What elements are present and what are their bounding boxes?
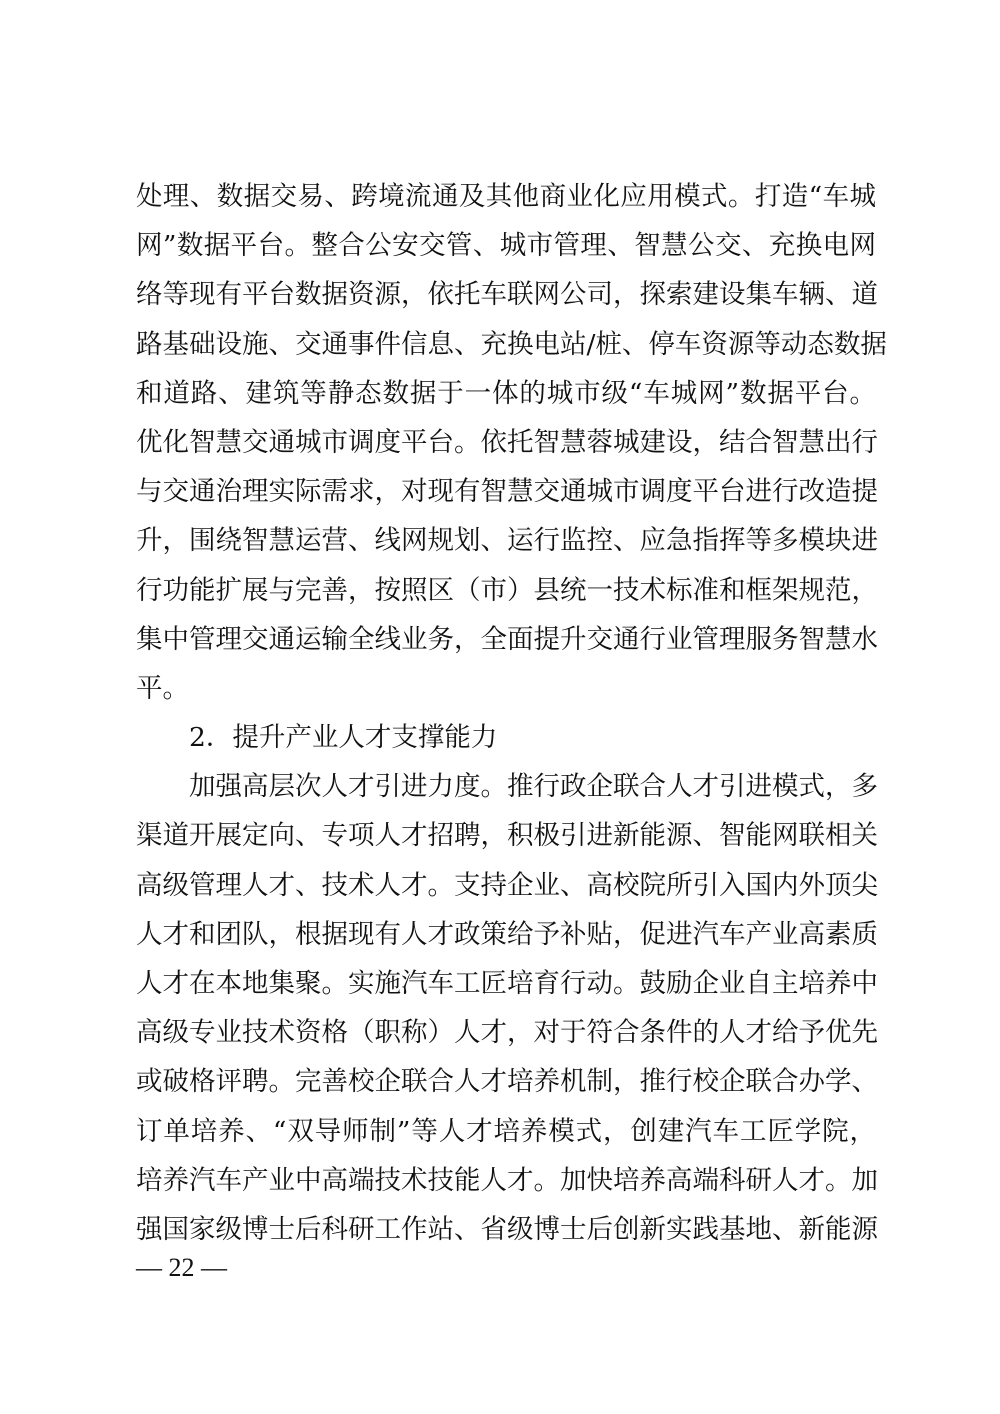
text-line: 加强高层次人才引进力度。推行政企联合人才引进模式，多 (189, 771, 878, 803)
text-line: 络等现有平台数据资源，依托车联网公司，探索建设集车辆、道 (136, 279, 878, 311)
text-line: 订单培养、“双导师制”等人才培养模式，创建汽车工匠学院， (136, 1115, 876, 1147)
text-line: 人才在本地集聚。实施汽车工匠培育行动。鼓励企业自主培养中 (136, 968, 878, 999)
text-line: 与交通治理实际需求，对现有智慧交通城市调度平台进行改造提 (136, 476, 878, 508)
text-line: 优化智慧交通城市调度平台。依托智慧蓉城建设，结合智慧出行 (136, 426, 878, 458)
text-line: 强国家级博士后科研工作站、省级博士后创新实践基地、新能源 (136, 1213, 878, 1245)
text-line: 网”数据平台。整合公安交管、城市管理、智慧公交、充换电网 (136, 230, 876, 262)
text-line: 升，围绕智慧运营、线网规划、运行监控、应急指挥等多模块进 (136, 525, 878, 557)
text-line: 人才和团队，根据现有人才政策给予补贴，促进汽车产业高素质 (136, 918, 878, 950)
text-line: 培养汽车产业中高端技术技能人才。加快培养高端科研人才。加 (136, 1164, 878, 1196)
text-line: 高级管理人才、技术人才。支持企业、高校院所引入国内外顶尖 (136, 869, 878, 901)
text-line: 路基础设施、交通事件信息、充换电站/桩、停车资源等动态数据 (136, 328, 887, 360)
text-line: 和道路、建筑等静态数据于一体的城市级“车城网”数据平台。 (136, 377, 876, 409)
text-line: 高级专业技术资格（职称）人才，对于符合条件的人才给予优先 (136, 1017, 878, 1049)
text-line: 或破格评聘。完善校企联合人才培养机制，推行校企联合办学、 (136, 1066, 878, 1098)
section-heading: 2．提升产业人才支撑能力 (189, 722, 498, 754)
text-line: 行功能扩展与完善，按照区（市）县统一技术标准和框架规范， (136, 574, 878, 606)
text-line: 集中管理交通运输全线业务，全面提升交通行业管理服务智慧水 (136, 623, 878, 655)
text-line: 平。 (136, 672, 189, 704)
page-number: — 22 — (136, 1253, 227, 1282)
text-line: 处理、数据交易、跨境流通及其他商业化应用模式。打造“车城 (136, 181, 876, 212)
text-line: 渠道开展定向、专项人才招聘，积极引进新能源、智能网联相关 (136, 820, 878, 852)
document-body (136, 172, 887, 1254)
